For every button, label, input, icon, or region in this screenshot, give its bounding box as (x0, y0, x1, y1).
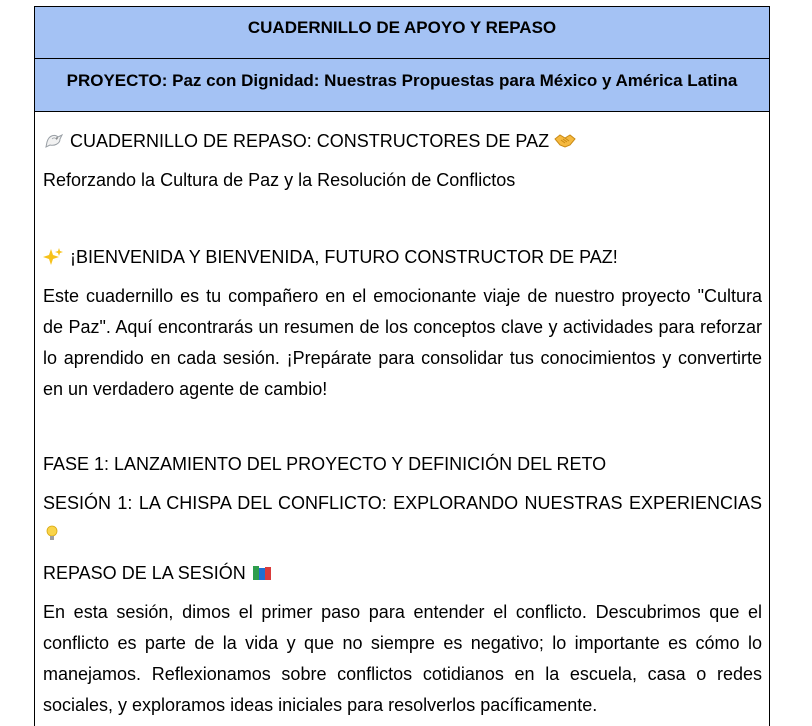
header-title: CUADERNILLO DE APOYO Y REPASO (35, 7, 769, 59)
sparkles-icon (43, 244, 65, 262)
subtitle: Reforzando la Cultura de Paz y la Resolución de Conflictos (43, 170, 516, 190)
main-heading (43, 126, 762, 157)
welcome-paragraph: Este cuadernillo es tu compañero en el emocionante viaje de nuestro proyecto "Cultura de Paz". Aquí encontrarás un resumen de los conceptos clave y actividades para reforzar lo aprendido en cada sesión. ¡Prepárate para consolidar tus conocimientos y convertirte en un verdadero agente de cambio! (43, 286, 762, 399)
light-bulb-icon (43, 521, 65, 539)
document-page (34, 6, 770, 726)
document-body (35, 112, 769, 721)
dove-icon (43, 128, 65, 146)
review-heading-text: REPASO DE LA SESIÓN (43, 563, 246, 583)
heading-text: CUADERNILLO DE REPASO: CONSTRUCTORES DE PAZ (70, 131, 550, 151)
review-paragraph: En esta sesión, dimos el primer paso para entender el conflicto. Descubrimos que el conflicto es parte de la vida y que no siempre es negativo; lo importante es cómo lo manejamos. Reflexionamos sobre conflictos cotidianos en la escuela, casa o redes sociales, y exploramos ideas iniciales para resolverlos pacíficamente. (43, 602, 762, 715)
header-project: PROYECTO: Paz con Dignidad: Nuestras Propuestas para México y América Latina (35, 59, 769, 112)
phase-heading: FASE 1: LANZAMIENTO DEL PROYECTO Y DEFINICIÓN DEL RETO (43, 454, 607, 474)
welcome-heading (43, 242, 762, 273)
books-icon (251, 560, 273, 578)
welcome-heading-text: ¡BIENVENIDA Y BIENVENIDA, FUTURO CONSTRUCTOR DE PAZ! (70, 247, 618, 267)
session-heading-text: SESIÓN 1: LA CHISPA DEL CONFLICTO: EXPLORANDO NUESTRAS EXPERIENCIAS (43, 493, 762, 513)
handshake-icon (554, 128, 576, 146)
session-heading (43, 488, 762, 550)
review-heading (43, 558, 762, 589)
